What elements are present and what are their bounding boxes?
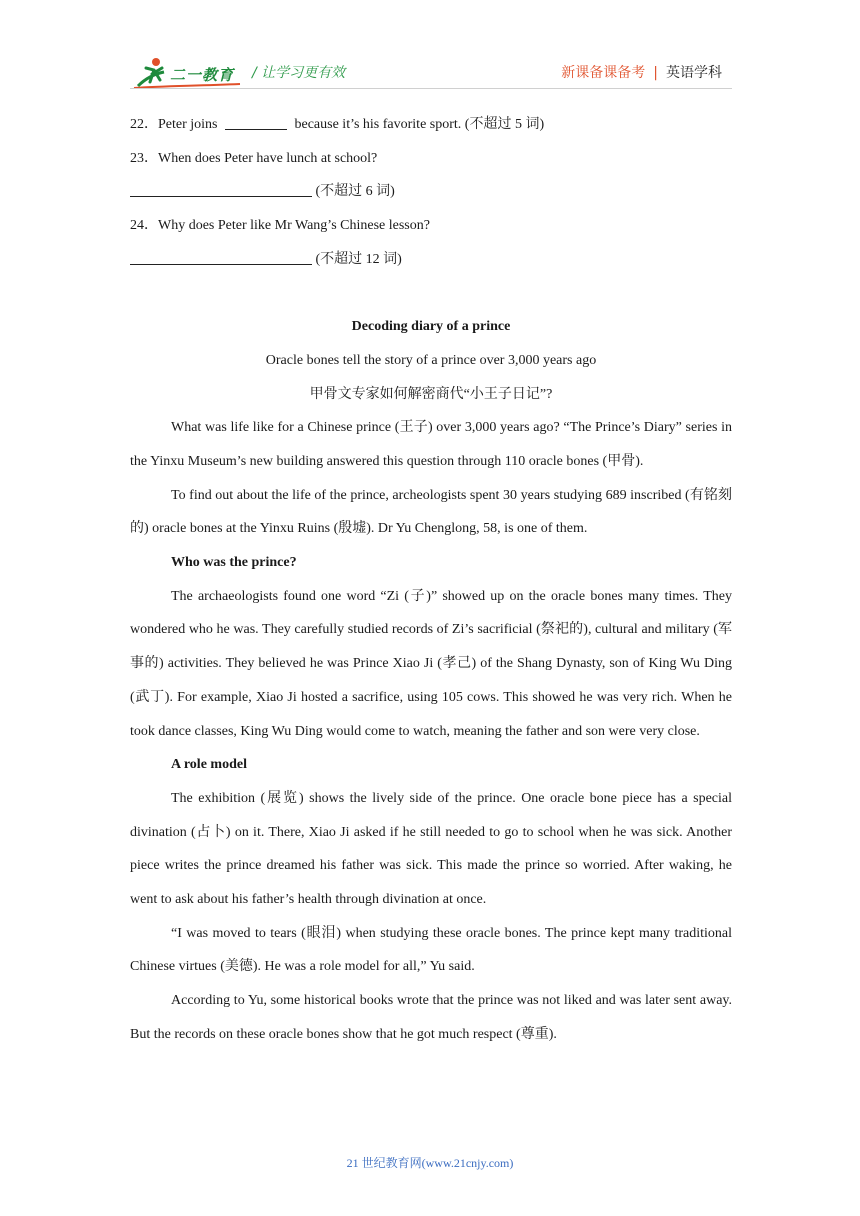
question-number: 22． [130, 117, 158, 132]
header-slogan: / 让学习更有效 [252, 65, 346, 81]
paragraph-4: The exhibition (展览) shows the lively side of the prince. One oracle bone piece has a special divination (占卜) on it. There, Xiao Ji asked if he still needed to go to school when he was sick. Another piece writes the prince dreamed his father was sick. This made the prince so worried. After waking, he went to ask about his father’s health through divination at once. [130, 790, 732, 907]
paragraph-1: What was life like for a Chinese prince (王子) over 3,000 years ago? “The Prince’s Diary” series in the Yinxu Museum’s new building answered this question through 110 oracle bones (甲骨). [130, 420, 732, 469]
header-divider [130, 88, 732, 89]
header-course-label: 新课备课备考 [561, 65, 646, 81]
question-24 [130, 209, 732, 243]
header-subject-label: 英语学科 [666, 65, 722, 81]
answer-blank[interactable] [225, 115, 287, 130]
section-heading-role-model: A role model [171, 757, 247, 773]
question-23 [130, 142, 732, 176]
blank-space [130, 276, 732, 310]
paragraph-5: “I was moved to tears (眼泪) when studying these oracle bones. The prince kept many traditional Chinese virtues (美德). He was a role model for all,” Yu said. [130, 925, 732, 975]
answer-blank[interactable] [130, 250, 312, 265]
document-body [130, 108, 732, 1052]
header-separator: | [653, 65, 658, 81]
paragraph-3: The archaeologists found one word “Zi (子)” showed up on the oracle bones many times. They wondered who he was. They carefully studied records of Zi’s sacrificial (祭祀的), cultural and military (军事的) activities. They believed he was Prince Xiao Ji (孝己) of the Shang Dynasty, son of King Wu Ding (武丁). For example, Xiao Ji hosted a sacrifice, using 105 cows. This showed he was very rich. When he took dance classes, King Wu Ding would come to watch, meaning the father and son were very close. [130, 588, 732, 739]
answer-line-24 [130, 243, 732, 277]
paragraph-2: To find out about the life of the prince, archeologists spent 30 years studying 689 inscribed (有铭刻的) oracle bones at the Yinxu Ruins (殷墟). Dr Yu Chenglong, 58, is one of them. [130, 487, 732, 537]
question-text: Why does Peter like Mr Wang’s Chinese lesson? [158, 218, 430, 234]
page-header [0, 0, 860, 100]
question-text: When does Peter have lunch at school? [158, 150, 378, 166]
question-22 [130, 108, 732, 142]
word-limit: (不超过 6 词) [312, 184, 395, 200]
article-title: Decoding diary of a prince [351, 319, 511, 335]
header-right [561, 62, 722, 82]
article-subtitle-chinese: 甲骨文专家如何解密商代“小王子日记”? [309, 386, 553, 402]
paragraph-6: According to Yu, some historical books wrote that the prince was not liked and was later sent away. But the records on these oracle bones show that he got much respect (尊重). [130, 993, 732, 1042]
page-footer[interactable]: 21 世纪教育网(www.21cnjy.com) [346, 1156, 514, 1170]
question-text-after: because it’s his favorite sport. (不超过 5 词) [291, 117, 545, 132]
question-text-before: Peter joins [158, 117, 221, 132]
question-number: 24． [130, 218, 158, 234]
logo-text: 二一教育 [170, 66, 235, 84]
section-heading-who: Who was the prince? [171, 555, 297, 570]
word-limit: (不超过 12 词) [312, 251, 402, 267]
question-number: 23． [130, 150, 158, 166]
answer-blank[interactable] [130, 182, 312, 197]
article-subtitle: Oracle bones tell the story of a prince over 3,000 years ago [265, 352, 597, 368]
answer-line-23 [130, 175, 732, 209]
